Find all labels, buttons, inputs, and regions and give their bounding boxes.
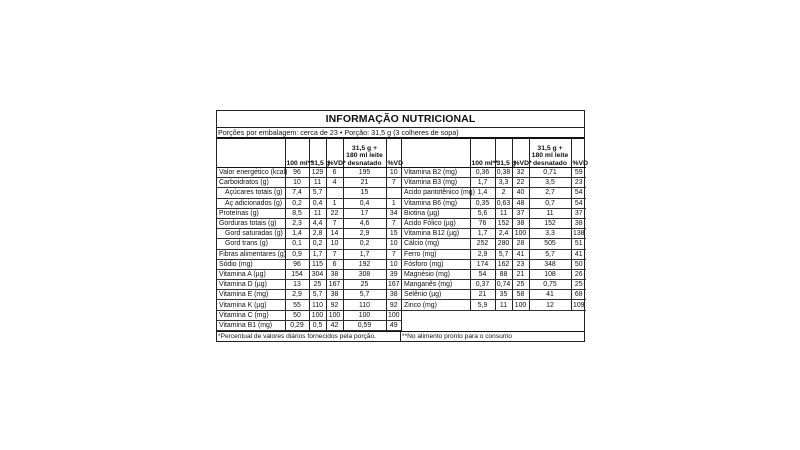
value-per-portion: 304 <box>309 269 326 279</box>
value-vd: 38 <box>326 269 343 279</box>
nutrient-row <box>402 239 586 249</box>
left-header-row <box>217 139 401 168</box>
value-vd: 100 <box>512 300 529 310</box>
nutrient-name: Vitamina C (mg) <box>217 310 285 320</box>
header-with-milk <box>343 139 386 168</box>
header-per-portion: 31,5 g <box>309 139 326 168</box>
nutrient-row <box>217 188 401 198</box>
value-with-milk: 1,7 <box>343 249 386 259</box>
value-per100: 0,36 <box>470 168 495 178</box>
value-vd-with-milk: 26 <box>571 269 586 279</box>
label-title: INFORMAÇÃO NUTRICIONAL <box>217 111 584 128</box>
value-per-portion: 5,7 <box>309 188 326 198</box>
nutrient-row <box>402 249 586 259</box>
footnote-vd: *Percentual de valores diários fornecidos pela porção. <box>218 333 376 340</box>
nutrient-name: Ácido Fólico (µg) <box>402 218 470 228</box>
nutrient-row <box>402 168 586 178</box>
value-vd-with-milk: 100 <box>388 311 400 319</box>
header-per100: 100 ml** <box>470 139 495 168</box>
value-with-milk: 0,7 <box>529 198 571 208</box>
nutrient-name: Selênio (µg) <box>402 290 470 300</box>
value-vd: 6 <box>326 259 343 269</box>
value-vd: 1 <box>326 198 343 208</box>
value-vd-with-milk: 15 <box>386 229 401 239</box>
value-per-portion: 11 <box>495 208 512 218</box>
value-vd: 6 <box>326 168 343 178</box>
nutrient-name: Zinco (mg) <box>402 300 470 310</box>
value-vd-with-milk: 68 <box>571 290 586 300</box>
header-with-milk-line1: 31,5 g + <box>537 144 563 152</box>
value-vd: 22 <box>326 208 343 218</box>
value-per100: 0,2 <box>285 198 309 208</box>
nutrient-name: Proteínas (g) <box>217 208 285 218</box>
nutrient-name: Biotina (µg) <box>402 208 470 218</box>
value-per-portion: 280 <box>495 239 512 249</box>
value-per-portion: 4,4 <box>309 218 326 228</box>
value-per100: 13 <box>285 280 309 290</box>
nutrient-row <box>217 269 401 279</box>
value-per-portion: 162 <box>495 259 512 269</box>
nutrient-row <box>217 178 401 188</box>
nutrient-row <box>217 259 401 269</box>
value-with-milk: 108 <box>529 269 571 279</box>
value-per100: 7,4 <box>285 188 309 198</box>
nutrient-name: Vitamina K (µg) <box>217 300 285 310</box>
value-with-milk: 11 <box>529 208 571 218</box>
value-vd-with-milk: 7 <box>386 249 401 259</box>
value-vd-with-milk: 92 <box>386 300 401 310</box>
value-with-milk: 3,5 <box>529 178 571 188</box>
value-with-milk: 100 <box>343 310 386 320</box>
value-per-portion: 0,74 <box>496 281 511 289</box>
value-per100: 174 <box>470 259 495 269</box>
value-vd: 41 <box>512 249 529 259</box>
nutrient-name: Valor energético (kcal) <box>219 169 288 177</box>
value-per-portion: 1,7 <box>309 249 326 259</box>
nutrient-row <box>217 168 401 178</box>
value-per100: 0,37 <box>470 280 495 290</box>
header-per100: 100 ml** <box>285 139 309 168</box>
value-vd-with-milk: 51 <box>571 239 586 249</box>
value-vd: 14 <box>326 229 343 239</box>
header-with-milk-line3: desnatado <box>347 159 382 167</box>
nutrient-row <box>217 229 401 239</box>
value-per-portion: 25 <box>309 280 326 290</box>
value-vd: 37 <box>512 208 529 218</box>
value-vd-with-milk: 49 <box>386 320 401 330</box>
value-per100: 252 <box>470 239 495 249</box>
nutrient-row <box>217 290 401 300</box>
header-vd: %VD* <box>326 139 343 168</box>
nutrient-row <box>217 310 401 320</box>
value-per100: 21 <box>470 290 495 300</box>
value-per100: 8,5 <box>285 208 309 218</box>
value-per-portion: 5,7 <box>495 249 512 259</box>
nutrient-row <box>217 198 401 208</box>
value-vd-with-milk: 7 <box>386 218 401 228</box>
value-with-milk: 2,9 <box>343 229 386 239</box>
value-vd: 25 <box>512 280 529 290</box>
value-per-portion: 2,8 <box>309 229 326 239</box>
value-vd-with-milk: 54 <box>571 188 586 198</box>
value-vd: 4 <box>326 178 343 188</box>
value-with-milk: 0,75 <box>529 280 571 290</box>
nutrient-row <box>402 198 586 208</box>
value-per-portion: 0,2 <box>309 239 326 249</box>
nutrient-row <box>402 229 586 239</box>
nutrient-row <box>402 300 586 310</box>
value-vd: 22 <box>512 178 529 188</box>
value-with-milk: 15 <box>343 188 386 198</box>
nutrient-header <box>217 139 285 168</box>
value-per100: 1,4 <box>470 188 495 198</box>
value-per100: 0,29 <box>285 320 309 330</box>
nutrient-name: Vitamina B3 (mg) <box>402 178 470 188</box>
value-per100: 1,7 <box>470 229 495 239</box>
nutrient-row <box>402 218 586 228</box>
value-with-milk: 0,59 <box>343 320 386 330</box>
footnotes <box>217 331 584 342</box>
value-per100: 154 <box>285 269 309 279</box>
nutrient-row <box>402 188 586 198</box>
value-per100: 0,35 <box>470 198 495 208</box>
value-with-milk: 21 <box>343 178 386 188</box>
nutrient-name: Fósforo (mg) <box>402 259 470 269</box>
value-per-portion: 115 <box>309 259 326 269</box>
value-vd-with-milk: 7 <box>386 178 401 188</box>
header-vd2: %VD <box>571 139 586 168</box>
value-per-portion: 88 <box>495 269 512 279</box>
value-per-portion: 11 <box>495 300 512 310</box>
value-vd-with-milk: 34 <box>386 208 401 218</box>
nutrition-label <box>216 110 588 342</box>
value-vd: 38 <box>512 218 529 228</box>
nutrient-name: Vitamina A (µg) <box>217 269 285 279</box>
value-vd-with-milk: 167 <box>388 281 400 289</box>
value-vd: 10 <box>326 239 343 249</box>
value-with-milk: 192 <box>343 259 386 269</box>
value-per100: 1,4 <box>285 229 309 239</box>
value-per100: 5,6 <box>470 208 495 218</box>
nutrient-row <box>402 178 586 188</box>
value-with-milk: 195 <box>343 168 386 178</box>
nutrient-name: Vitamina B2 (mg) <box>402 168 470 178</box>
nutrient-name: Vitamina B1 (mg) <box>217 320 285 330</box>
value-with-milk: 3,3 <box>529 229 571 239</box>
value-vd: 7 <box>326 218 343 228</box>
value-vd-with-milk: 10 <box>386 168 401 178</box>
value-per-portion: 2,4 <box>495 229 512 239</box>
header-vd: %VD* <box>512 139 529 168</box>
right-nutrient-table <box>401 139 586 331</box>
value-with-milk: 5,7 <box>529 249 571 259</box>
value-vd-with-milk: 38 <box>386 290 401 300</box>
value-vd-with-milk: 37 <box>571 208 586 218</box>
value-vd-with-milk: 10 <box>386 259 401 269</box>
nutrient-name: Vitamina E (mg) <box>217 290 285 300</box>
value-vd: 32 <box>512 168 529 178</box>
value-vd-with-milk: 39 <box>386 269 401 279</box>
value-vd-with-milk <box>386 188 401 198</box>
nutrient-name: Gorduras totais (g) <box>217 218 285 228</box>
portion-info: Porções por embalagem: cerca de 23 • Porção: 31,5 g (3 colheres de sopa) <box>217 128 584 139</box>
value-vd: 42 <box>326 320 343 330</box>
value-vd: 100 <box>326 310 343 320</box>
nutrient-row <box>402 290 586 300</box>
value-with-milk: 0,4 <box>343 198 386 208</box>
left-nutrient-table <box>217 139 401 331</box>
header-vd2: %VD <box>386 139 401 168</box>
nutrient-row <box>217 280 401 290</box>
value-per100: 1,7 <box>470 178 495 188</box>
value-per-portion: 0,38 <box>496 169 511 177</box>
nutrient-name: Carboidratos (g) <box>217 178 285 188</box>
nutrient-row <box>402 280 586 290</box>
value-per-portion: 5,7 <box>309 290 326 300</box>
nutrient-name: Açúcares totais (g) <box>217 188 285 198</box>
value-per-portion: 129 <box>309 168 326 178</box>
value-per100: 54 <box>470 269 495 279</box>
value-with-milk: 0,2 <box>343 239 386 249</box>
nutrient-name: Vitamina B6 (mg) <box>402 198 470 208</box>
value-vd: 40 <box>512 188 529 198</box>
value-with-milk: 0,71 <box>529 168 571 178</box>
value-per-portion: 11 <box>309 208 326 218</box>
value-vd: 7 <box>326 249 343 259</box>
value-per-portion: 2 <box>495 188 512 198</box>
header-with-milk <box>529 139 571 168</box>
value-per100: 0,9 <box>285 249 309 259</box>
header-with-milk-line1: 31,5 g + <box>351 144 378 152</box>
right-header-row <box>402 139 586 168</box>
nutrient-name: Manganês (mg) <box>402 280 470 290</box>
value-with-milk: 25 <box>343 280 386 290</box>
value-per100: 5,9 <box>470 300 495 310</box>
value-per-portion: 152 <box>495 218 512 228</box>
value-per100: 76 <box>470 218 495 228</box>
value-vd-with-milk: 23 <box>571 178 586 188</box>
value-per-portion: 11 <box>309 178 326 188</box>
nutrient-row <box>402 208 586 218</box>
nutrient-row <box>402 269 586 279</box>
value-per-portion: 35 <box>495 290 512 300</box>
value-vd: 48 <box>512 198 529 208</box>
header-with-milk-line2: 180 ml leite <box>531 152 569 159</box>
header-with-milk-line2: 180 ml leite <box>346 152 383 159</box>
value-with-milk: 110 <box>343 300 386 310</box>
value-vd-with-milk: 41 <box>571 249 586 259</box>
value-with-milk: 41 <box>529 290 571 300</box>
value-per100: 0,1 <box>285 239 309 249</box>
value-vd-with-milk: 109 <box>573 301 585 309</box>
value-vd: 58 <box>512 290 529 300</box>
nutrient-name: Ferro (mg) <box>402 249 470 259</box>
value-per-portion: 100 <box>309 310 326 320</box>
value-per100: 96 <box>285 259 309 269</box>
nutrient-row <box>217 218 401 228</box>
value-vd: 28 <box>512 239 529 249</box>
value-vd-with-milk: 59 <box>571 168 586 178</box>
footnote-ready: **No alimento pronto para o consumo <box>400 332 584 342</box>
value-per-portion: 0,63 <box>496 199 511 207</box>
nutrient-name: Cálcio (mg) <box>402 239 470 249</box>
value-per100: 55 <box>285 300 309 310</box>
value-with-milk: 348 <box>529 259 571 269</box>
value-with-milk: 152 <box>529 218 571 228</box>
value-with-milk: 17 <box>343 208 386 218</box>
nutrient-row <box>217 239 401 249</box>
value-per-portion: 110 <box>309 300 326 310</box>
value-per-portion: 0,5 <box>309 320 326 330</box>
nutrient-name: Vitamina D (µg) <box>217 280 285 290</box>
value-vd-with-milk: 138 <box>573 230 585 238</box>
nutrient-name: Gord saturadas (g) <box>217 229 285 239</box>
value-with-milk: 12 <box>529 300 571 310</box>
value-with-milk: 2,7 <box>529 188 571 198</box>
nutrient-name: Sódio (mg) <box>217 259 285 269</box>
value-with-milk: 4,6 <box>343 218 386 228</box>
value-with-milk: 505 <box>529 239 571 249</box>
value-with-milk: 5,7 <box>343 290 386 300</box>
value-vd: 21 <box>512 269 529 279</box>
nutrient-row <box>402 259 586 269</box>
value-per100: 50 <box>285 310 309 320</box>
value-vd: 100 <box>512 229 529 239</box>
nutrient-row <box>217 208 401 218</box>
value-vd: 23 <box>512 259 529 269</box>
value-vd <box>326 188 343 198</box>
value-vd-with-milk: 25 <box>571 280 586 290</box>
value-vd: 167 <box>326 280 343 290</box>
value-per-portion: 0,4 <box>309 198 326 208</box>
value-per100: 2,3 <box>285 218 309 228</box>
nutrient-row <box>217 249 401 259</box>
value-vd: 92 <box>326 300 343 310</box>
nutrient-name: Fibras alimentares (g) <box>219 250 287 258</box>
value-vd: 38 <box>326 290 343 300</box>
value-per100: 96 <box>285 168 309 178</box>
nutrient-name: Magnésio (mg) <box>402 269 470 279</box>
value-per100: 2,9 <box>285 290 309 300</box>
value-per100: 2,9 <box>470 249 495 259</box>
nutrient-row <box>217 320 401 330</box>
value-per100: 10 <box>285 178 309 188</box>
value-per-portion: 3,3 <box>495 178 512 188</box>
header-with-milk-line3: desnatado <box>533 159 567 167</box>
nutrient-name: Aç adicionados (g) <box>217 198 285 208</box>
nutrient-header <box>402 139 470 168</box>
header-per-portion: 31,5 g <box>495 139 512 168</box>
value-vd-with-milk: 54 <box>571 198 586 208</box>
value-with-milk: 308 <box>343 269 386 279</box>
nutrient-row <box>217 300 401 310</box>
nutrient-name: Gord trans (g) <box>217 239 285 249</box>
value-vd-with-milk: 50 <box>571 259 586 269</box>
value-vd-with-milk: 1 <box>386 198 401 208</box>
nutrition-columns <box>217 139 588 331</box>
nutrient-name: Vitamina B12 (µg) <box>402 229 470 239</box>
nutrient-name: Ácido pantotênico (mg) <box>404 189 475 197</box>
value-vd-with-milk: 38 <box>571 218 586 228</box>
value-vd-with-milk: 10 <box>386 239 401 249</box>
